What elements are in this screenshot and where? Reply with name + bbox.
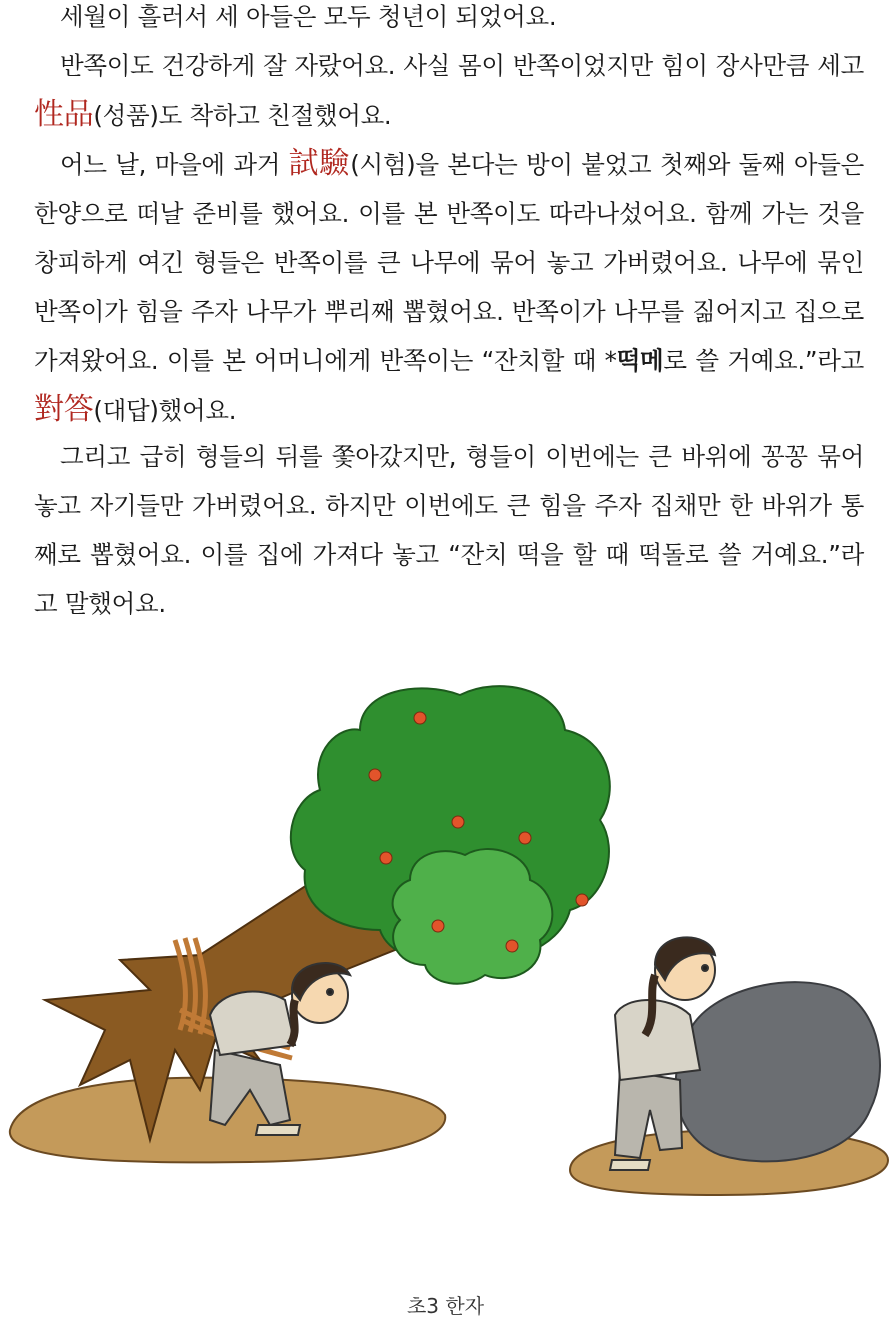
story-illustration	[0, 670, 891, 1230]
hanja-daedap: 對答	[34, 392, 94, 427]
paragraph-3-text-d: (대답)했어요.	[93, 396, 237, 425]
bold-ddeokme: 떡메	[616, 346, 664, 375]
paragraph-3-text-a: 어느 날, 마을에 과거	[60, 150, 289, 179]
paragraph-3	[34, 139, 864, 435]
footer-label: 초3 한자	[406, 1294, 485, 1318]
paragraph-2-text-b: (성품)도 착하고 친절했어요.	[93, 101, 392, 130]
paragraph-2	[34, 41, 864, 140]
paragraph-3-text-c: 로 쓸 거예요.”라고	[663, 346, 864, 375]
hanja-seongpum: 性品	[34, 97, 94, 132]
paragraph-2-text-a: 반쪽이도 건강하게 잘 자랐어요. 사실 몸이 반쪽이었지만 힘이 장사만큼 세고	[60, 51, 864, 80]
paragraph-3-text-b: (시험)을 본다는 방이 붙었고 첫째와 둘째 아들은 한양으로 떠날 준비를 했어요. 이를 본 반쪽이도 따라나섰어요. 함께 가는 것을 창피하게 여긴 형들은 반쪽이를 큰 나무에 묶어 놓고 가버렸어요. 나무에 묶인 반쪽이가 힘을 주자 나무가 뿌리째 뽑혔어요. 반쪽이가 나무를 짊어지고 집으로 가져왔어요. 이를 본 어머니에게 반쪽이는 “잔치할 때 *	[34, 150, 865, 375]
big-rock	[676, 982, 880, 1161]
hanja-siheom: 試驗	[288, 146, 351, 181]
paragraph-1: 세월이 흘러서 세 아들은 모두 청년이 되었어요.	[60, 2, 557, 31]
paragraph-4: 그리고 급히 형들의 뒤를 쫓아갔지만, 형들이 이번에는 큰 바위에 꽁꽁 묶어 놓고 자기들만 가버렸어요. 하지만 이번에도 큰 힘을 주자 집채만 한 바위가 통째로 뽑혔어요. 이를 집에 가져다 놓고 “잔치 떡을 할 때 떡돌로 쓸 거예요.”라고 말했어요.	[34, 442, 864, 618]
